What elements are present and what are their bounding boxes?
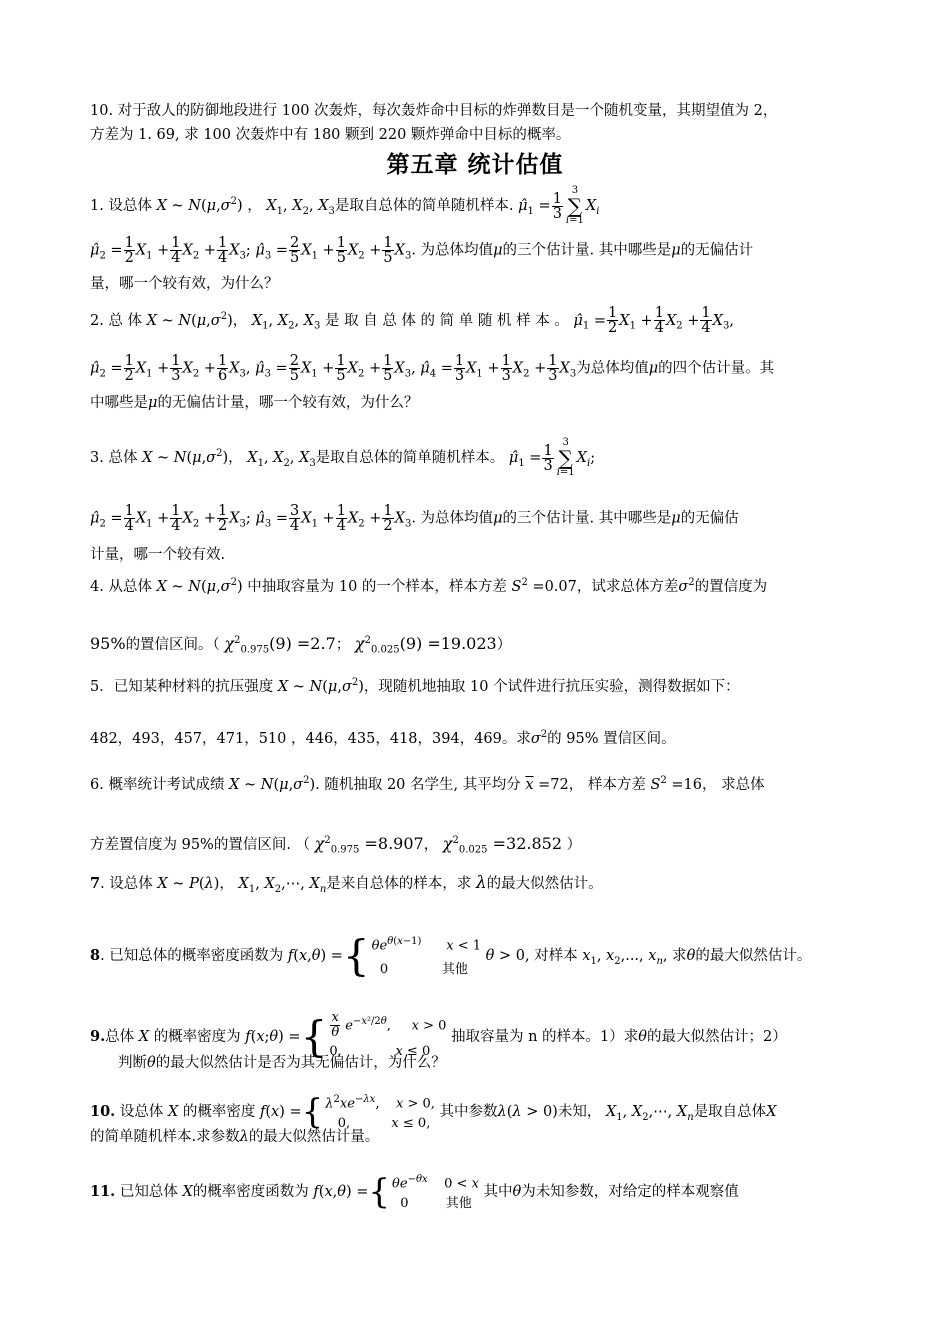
problem-10-line-1: 10. 对于敌人的防御地段进行 100 次轰炸，每次轰炸命中目标的炸弹数目是一个随机变量，其期望值为 2， <box>90 103 778 119</box>
problem-3-line-3: 计量，哪一个较有效. <box>90 547 226 563</box>
chapter-title: 第五章 统计估值 <box>386 152 564 178</box>
problem-5-line-1: 5．已知某种材料的抗压强度 X ~ $N(\mu,\sigma^2)$，现随机地抽取 10 个试件进行抗压实验，测得数据如下： <box>90 677 740 695</box>
problem-11: 11. 已知总体 X的概率密度函数为 f(x,θ) ={ $\theta e^{-\theta x}$ 0 < x 0 其他 其中θ为未知参数，对给定的样本观察值 <box>90 1172 739 1213</box>
problem-9-line-2: 判断θ的最大似然估计是否为其无偏估计，为什么？ <box>118 1055 446 1071</box>
problem-10-line-2: 方差为 1. 69, 求 100 次轰炸中有 180 颗到 220 颗炸弹命中目标的概率。 <box>90 127 571 143</box>
problem-3-line-2: $\mû_2$ = $\frac{1}{4}$ $X_1$ + $\frac{1}{4}$ $X_2$ + $\frac{1}{2}$ $X_3$; $\mû_3$ = $\frac{3}{4}$ $X_1$ + $\frac{1}{4}$ $X_2$ + $\frac{1}{2}$ $X_3$. 为总体均值μ的三个估计量. 其中哪些是μ的无偏估 <box>90 503 739 534</box>
problem-6-line-2: 方差置信度为 95%的置信区间. （ $\chi^2_{0.975} =8.907$， $\chi^2_{0.025} =32.852$ ） <box>90 833 582 856</box>
problem-4-line-2: 95%的置信区间。（ $\chi^2_{0.975}(9) =2.7$； $\chi^2_{0.025}(9) =19.023$） <box>90 633 512 656</box>
problem-2-line-2: $\mû_2$ = $\frac{1}{2}$ $X_1$ + $\frac{1}{3}$ $X_2$ + $\frac{1}{6}$ $X_3$, $\mû_3$ = $\frac{2}{5}$ $X_1$ + $\frac{1}{5}$ $X_2$ + $\frac{1}{5}$ $X_3$, $\mû_4$ = $\frac{1}{3}$ $X_1$ + $\frac{1}{3}$ $X_2$ + $\frac{1}{3}$ $X_3$为总体均值μ的四个估计量。其 <box>90 353 775 384</box>
problem-2-line-3: 中哪些是μ的无偏估计量，哪一个较有效，为什么？ <box>90 395 419 411</box>
problem-5-line-2: 482，493，457，471，510 ，446，435，418，394，469。求$\sigma^2$的 95% 置信区间。 <box>90 729 676 747</box>
problem-10-line-2: 的简单随机样本.求参数λ的最大似然估计量。 <box>90 1129 380 1145</box>
problem-9-line-1: 9.总体 X 的概率密度为 f(x;θ) ={ $\frac{x}{\theta}$ $e^{-x^2/2\theta}$, x > 0 0, x ≤ 0 抽取容量为 n 的样本。1）求θ的最大似然估计；2） <box>90 1010 787 1062</box>
problem-8: 8. 已知总体的概率密度函数为 f(x,θ) ={ $\theta e^{\theta(x-1)}$ x < 1 0 其他 θ > 0, 对样本 $x_1$, $x_2$,..., $x_n$, 求θ的最大似然估计。 <box>90 931 812 981</box>
problem-4-line-1: 4. 从总体 X ~ $N(\mu,\sigma^2)$ 中抽取容量为 10 的一个样本，样本方差 $S^2 =0.07$，试求总体方差$\sigma^2$的置信度为 <box>90 577 768 595</box>
problem-6-line-1: 6. 概率统计考试成绩 X ~ $N(\mu,\sigma^2)$. 随机抽取 20 名学生, 其平均分 $\overline{x} =72$， 样本方差 $S^2 =16$， 求总体 <box>90 775 765 793</box>
problem-1-line-1: 1. 设总体 X ~ $N(\mu,\sigma^2)$ ， $X_1$, $X_2$, $X_3$是取自总体的简单随机样本. $\mû_1$ = $\frac{1}{3}$ 3 ∑ $i=1X_i$ <box>90 185 600 226</box>
problem-1-line-2: $\mû_2$ = $\frac{1}{2}$ $X_1$ + $\frac{1}{4}$ $X_2$ + $\frac{1}{4}$ $X_3$; $\mû_3$ = $\frac{2}{5}$ $X_1$ + $\frac{1}{5}$ $X_2$ + $\frac{1}{5}$ $X_3$. 为总体均值μ的三个估计量. 其中哪些是μ的无偏估计 <box>90 235 754 266</box>
problem-1-line-3: 量，哪一个较有效，为什么？ <box>90 276 279 292</box>
problem-3-line-1: 3. 总体 X ~ $N(\mu,\sigma^2)$， $X_1$, $X_2$, $X_3$是取自总体的简单随机样本。 $\mû_1$ = $\frac{1}{3}$ 3 ∑ $i=1X_i$; <box>90 437 596 478</box>
problem-10-line-1: 10. 设总体 X 的概率密度 f(x) ={ $\lambda^2xe^{-\lambda x}$, x > 0, 0, x ≤ 0, 其中参数λ(λ > 0)未知， $X_1$, $X_2,\cdots$, $X_n$是取自总体X <box>90 1092 777 1133</box>
problem-7: 7. 设总体 X ~ P(λ)， $X_1$, $X_2,\cdots$, $X_n$是来自总体的样本，求 λ的最大似然估计。 <box>90 873 603 895</box>
problem-2-line-1: 2. 总 体 X ~ $N(\mu,\sigma^2)$， $X_1$, $X_2$, $X_3$ 是 取 自 总 体 的 简 单 随 机 样 本 。 $\mû_1$ = $\frac{1}{2}$ $X_1$ + $\frac{1}{4}$ $X_2$ + $\frac{1}{4}$ $X_3$, <box>90 305 734 337</box>
